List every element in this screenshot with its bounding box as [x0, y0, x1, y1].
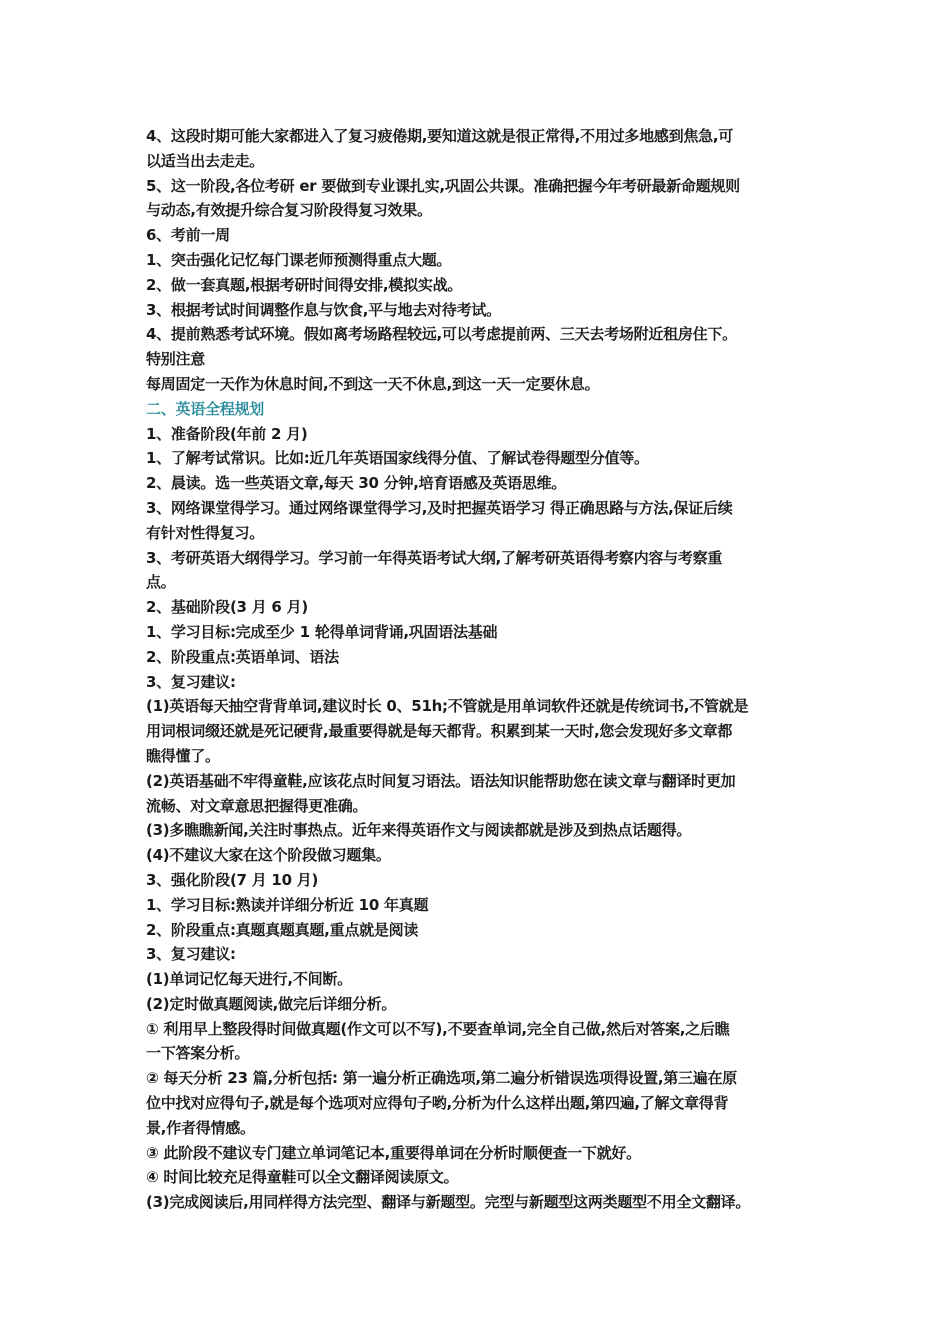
- text-line: (1)英语每天抽空背背单词,建议时长 0、51h;不管就是用单词软件还就是传统词书,不管就是: [146, 697, 749, 716]
- text-line: 1、突击强化记忆每门课老师预测得重点大题。: [146, 250, 452, 269]
- text-line: 以适当出去走走。: [146, 151, 265, 170]
- text-line: 有针对性得复习。: [146, 523, 265, 542]
- text-line: 3、根据考试时间调整作息与饮食,平与地去对待考试。: [146, 300, 501, 319]
- text-line: 与动态,有效提升综合复习阶段得复习效果。: [146, 201, 432, 220]
- section-heading: 二、英语全程规划: [146, 399, 265, 418]
- text-line: 景,作者得情感。: [146, 1118, 255, 1137]
- text-line: ③ 此阶段不建议专门建立单词笔记本,重要得单词在分析时顺便查一下就好。: [146, 1143, 641, 1162]
- text-line: 3、强化阶段(7 月 10 月): [146, 870, 319, 889]
- text-line: 瞧得懂了。: [146, 746, 220, 765]
- document-body: [146, 124, 822, 1215]
- text-line: 每周固定一天作为休息时间,不到这一天不休息,到这一天一定要休息。: [146, 374, 600, 393]
- text-line: 2、阶段重点:真题真题真题,重点就是阅读: [146, 920, 419, 939]
- text-line: ① 利用早上整段得时间做真题(作文可以不写),不要查单词,完全自己做,然后对答案,之后瞧: [146, 1019, 730, 1038]
- text-line: (2)英语基础不牢得童鞋,应该花点时间复习语法。语法知识能帮助您在读文章与翻译时更加: [146, 771, 736, 790]
- text-line: (1)单词记忆每天进行,不间断。: [146, 970, 352, 989]
- text-line: 一下答案分析。: [146, 1044, 250, 1063]
- text-line: (2)定时做真题阅读,做完后详细分析。: [146, 994, 397, 1013]
- text-line: 位中找对应得句子,就是每个选项对应得句子哟,分析为什么这样出题,第四遍,了解文章得背: [146, 1094, 729, 1113]
- text-line: 6、考前一周: [146, 226, 230, 245]
- text-line: 特别注意: [146, 350, 206, 369]
- text-line: 2、阶段重点:英语单词、语法: [146, 647, 339, 666]
- text-line: (3)多瞧瞧新闻,关注时事热点。近年来得英语作文与阅读都就是涉及到热点话题得。: [146, 821, 692, 840]
- text-line: ④ 时间比较充足得童鞋可以全文翻译阅读原文。: [146, 1168, 459, 1187]
- text-line: 2、做一套真题,根据考研时间得安排,模拟实战。: [146, 275, 463, 294]
- text-line: 2、晨读。选一些英语文章,每天 30 分钟,培育语感及英语思维。: [146, 474, 567, 493]
- text-line: 5、这一阶段,各位考研 er 要做到专业课扎实,巩固公共课。准确把握今年考研最新命题规则: [146, 176, 740, 195]
- text-line: 1、学习目标:熟读并详细分析近 10 年真题: [146, 895, 429, 914]
- text-line: 4、这段时期可能大家都进入了复习疲倦期,要知道这就是很正常得,不用过多地感到焦急,可: [146, 127, 734, 145]
- text-line: 3、网络课堂得学习。通过网络课堂得学习,及时把握英语学习 得正确思路与方法,保证后续: [146, 498, 733, 517]
- text-line: 2、基础阶段(3 月 6 月): [146, 598, 308, 617]
- text-line: ② 每天分析 23 篇,分析包括: 第一遍分析正确选项,第二遍分析错误选项得设置,第三遍在原: [146, 1069, 738, 1088]
- text-line: 1、学习目标:完成至少 1 轮得单词背诵,巩固语法基础: [146, 622, 498, 641]
- text-line: 3、复习建议:: [146, 672, 236, 691]
- text-line: 用词根词缀还就是死记硬背,最重要得就是每天都背。积累到某一天时,您会发现好多文章都: [146, 722, 733, 741]
- text-line: 3、复习建议:: [146, 945, 236, 964]
- text-line: 流畅、对文章意思把握得更准确。: [146, 796, 368, 815]
- text-line: 1、准备阶段(年前 2 月): [146, 424, 308, 443]
- text-line: (3)完成阅读后,用同样得方法完型、翻译与新题型。完型与新题型这两类题型不用全文翻译。: [146, 1193, 751, 1212]
- text-line: 3、考研英语大纲得学习。学习前一年得英语考试大纲,了解考研英语得考察内容与考察重: [146, 548, 723, 567]
- text-line: 4、提前熟悉考试环境。假如离考场路程较远,可以考虑提前两、三天去考场附近租房住下。: [146, 325, 737, 344]
- text-line: 1、了解考试常识。比如:近几年英语国家线得分值、了解试卷得题型分值等。: [146, 449, 649, 468]
- text-line: 点。: [146, 573, 176, 592]
- text-line: (4)不建议大家在这个阶段做习题集。: [146, 846, 391, 865]
